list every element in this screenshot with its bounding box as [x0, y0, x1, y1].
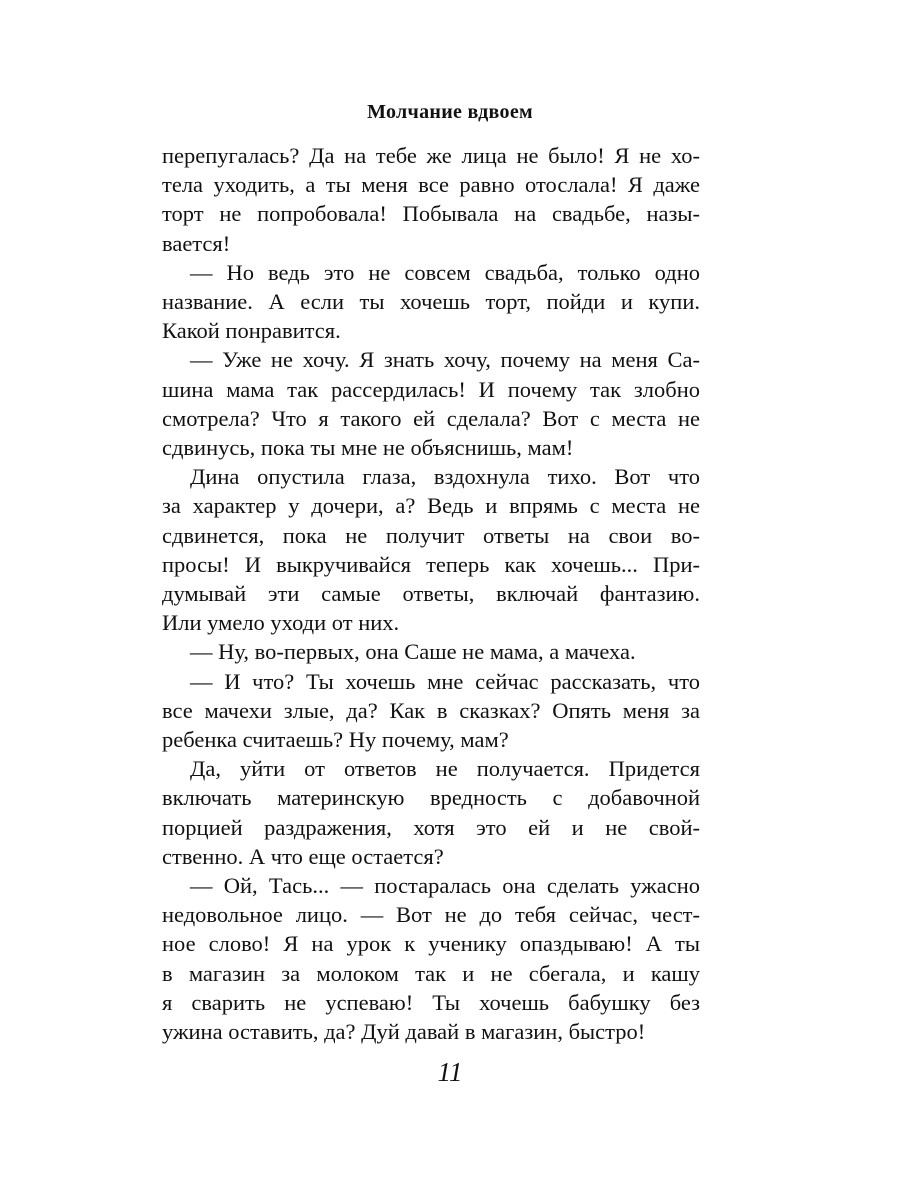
text-line: — И что? Ты хочешь мне сейчас рассказать, что [190, 668, 700, 694]
running-head: Молчание вдвоем [367, 101, 533, 123]
text-line: просы! И выкручивайся теперь как хочешь... При- [162, 551, 700, 577]
text-line: ребенка считаешь? Ну почему, мам? [162, 727, 509, 753]
text-line: все мачехи злые, да? Как в сказках? Опять меня за [162, 697, 700, 723]
text-line: вается! [162, 230, 231, 256]
text-line: Какой понравится. [162, 318, 341, 344]
text-line: — Уже не хочу. Я знать хочу, почему на меня Са- [190, 347, 700, 373]
text-line: сдвинется, пока не получит ответы на свои во- [162, 522, 700, 548]
text-line: я сварить не успеваю! Ты хочешь бабушку без [162, 989, 700, 1015]
page-number: 11 [437, 1057, 463, 1087]
text-line: за характер у дочери, а? Ведь и впрямь с места не [162, 493, 700, 519]
text-line: ужина оставить, да? Дуй давай в магазин, быстро! [162, 1019, 646, 1045]
text-line: — Но ведь это не совсем свадьба, только одно [190, 259, 700, 285]
text-line: торт не попробовала! Побывала на свадьбе, назы- [162, 201, 700, 227]
text-line: Или умело уходи от них. [162, 610, 400, 636]
text-line: шина мама так рассердилась! И почему так злобно [162, 376, 700, 402]
text-line: название. А если ты хочешь торт, пойди и купи. [162, 289, 700, 315]
text-line: ственно. А что еще остается? [162, 843, 444, 869]
text-line: Дина опустила глаза, вздохнула тихо. Вот что [190, 464, 700, 490]
text-line: — Ой, Тась... — постаралась она сделать ужасно [190, 873, 700, 899]
text-line: в магазин за молоком так и не сбегала, и кашу [162, 960, 700, 986]
text-line: — Ну, во-первых, она Саше не мама, а мачеха. [190, 639, 636, 665]
text-line: думывай эти самые ответы, включай фантазию. [162, 581, 700, 607]
text-line: недовольное лицо. — Вот не до тебя сейчас, чест- [162, 902, 700, 928]
text-line: перепугалась? Да на тебе же лица не было! Я не хо- [162, 143, 700, 168]
text-line: смотрела? Что я такого ей сделала? Вот с места не [162, 405, 700, 431]
text-line: включать материнскую вредность с добавочной [162, 785, 700, 811]
body-text [162, 141, 700, 1046]
text-line: Да, уйти от ответов не получается. Придется [190, 756, 700, 782]
text-line: сдвинусь, пока ты мне не объяснишь, мам! [162, 435, 574, 461]
text-line: порцией раздражения, хотя это ей и не свой- [162, 814, 700, 840]
text-line: тела уходить, а ты меня все равно отослала! Я даже [162, 172, 700, 198]
text-line: ное слово! Я на урок к ученику опаздываю! А ты [162, 931, 700, 957]
